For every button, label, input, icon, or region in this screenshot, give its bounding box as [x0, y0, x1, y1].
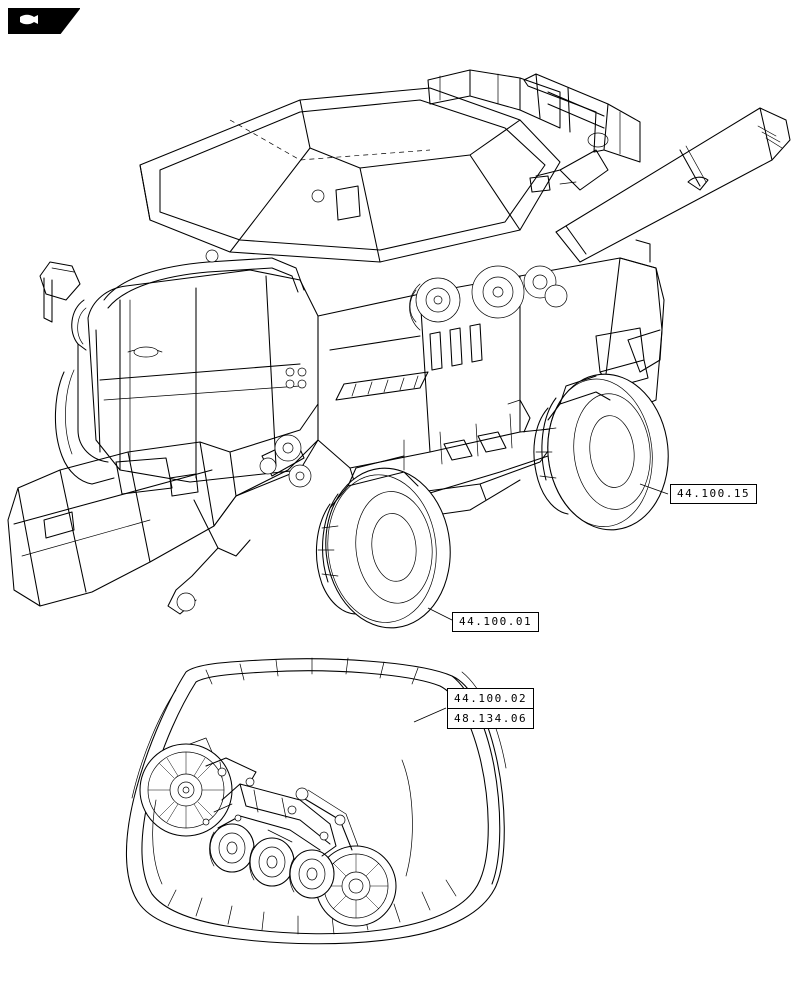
callout-44-100-01[interactable] [452, 612, 539, 632]
callout-48-134-06-label: 48.134.06 [454, 712, 528, 725]
callout-44-100-01-label: 44.100.01 [459, 615, 533, 628]
combine-harvester-figure [8, 70, 790, 634]
page-corner-flag-icon [8, 8, 80, 34]
callout-44-100-02-48-134-06[interactable] [447, 688, 534, 729]
callout-44-100-15-label: 44.100.15 [677, 487, 751, 500]
callout-row-44-100-02[interactable] [448, 689, 533, 709]
callout-44-100-15[interactable] [670, 484, 757, 504]
callout-44-100-02-label: 44.100.02 [454, 692, 528, 705]
callout-row-48-134-06[interactable] [448, 709, 533, 728]
callout-leader-lines [414, 484, 668, 722]
